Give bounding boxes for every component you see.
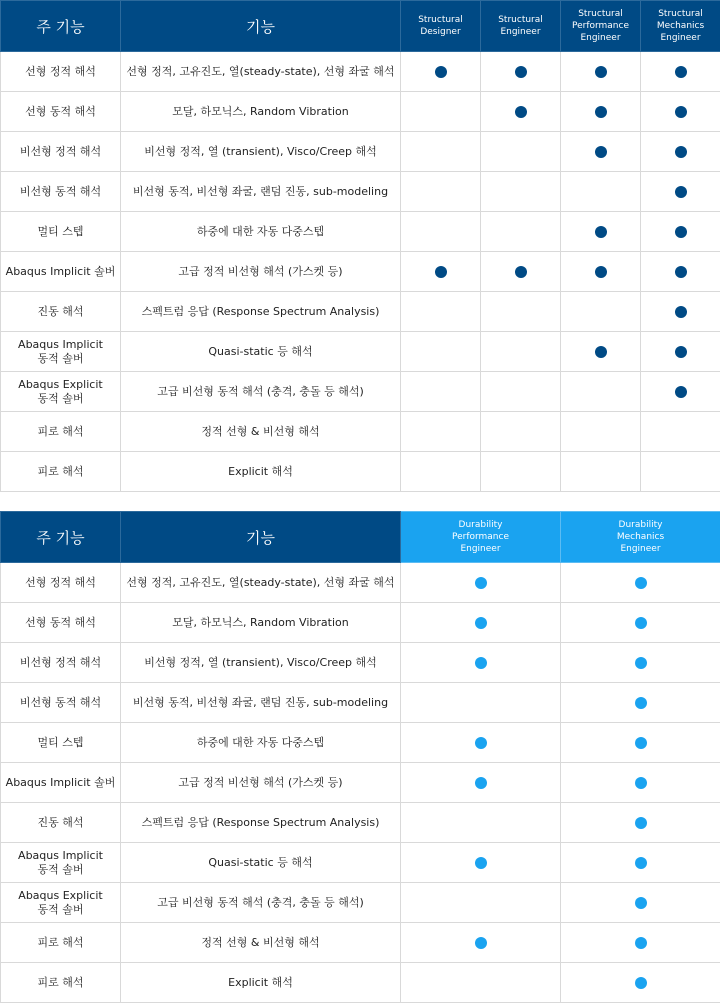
role-support-cell bbox=[481, 212, 561, 252]
main-function-cell: Abaqus Implicit 동적 솔버 bbox=[1, 332, 121, 372]
role-support-cell bbox=[401, 883, 561, 923]
main-function-cell: 진동 해석 bbox=[1, 292, 121, 332]
role-support-cell bbox=[641, 172, 720, 212]
main-function-cell: Abaqus Implicit 솔버 bbox=[1, 252, 121, 292]
table-row bbox=[1, 252, 720, 292]
header-role: Durability Mechanics Engineer bbox=[561, 512, 720, 563]
role-support-cell bbox=[641, 412, 720, 452]
role-support-cell bbox=[401, 563, 561, 603]
durability-roles-table bbox=[0, 511, 720, 1003]
role-support-cell bbox=[401, 412, 481, 452]
role-support-cell bbox=[641, 132, 720, 172]
role-support-cell bbox=[481, 332, 561, 372]
role-support-cell bbox=[561, 963, 720, 1003]
role-support-cell bbox=[401, 603, 561, 643]
role-support-cell bbox=[641, 212, 720, 252]
function-description-cell: Explicit 해석 bbox=[121, 963, 401, 1003]
support-dot-icon bbox=[475, 657, 487, 669]
support-dot-icon bbox=[515, 266, 527, 278]
structural-roles-table bbox=[0, 0, 720, 492]
header-role: Structural Performance Engineer bbox=[561, 1, 641, 52]
main-function-cell: 비선형 정적 해석 bbox=[1, 132, 121, 172]
function-description-cell: 비선형 동적, 비선형 좌굴, 랜덤 진동, sub-modeling bbox=[121, 172, 401, 212]
table-row bbox=[1, 963, 720, 1003]
support-dot-icon bbox=[595, 226, 607, 238]
role-support-cell bbox=[481, 412, 561, 452]
role-support-cell bbox=[401, 132, 481, 172]
header-role: Durability Performance Engineer bbox=[401, 512, 561, 563]
role-support-cell bbox=[561, 412, 641, 452]
support-dot-icon bbox=[635, 657, 647, 669]
role-support-cell bbox=[641, 452, 720, 492]
role-support-cell bbox=[481, 132, 561, 172]
support-dot-icon bbox=[635, 737, 647, 749]
main-function-cell: 비선형 동적 해석 bbox=[1, 172, 121, 212]
support-dot-icon bbox=[675, 226, 687, 238]
support-dot-icon bbox=[595, 266, 607, 278]
function-description-cell: 고급 정적 비선형 해석 (가스켓 등) bbox=[121, 763, 401, 803]
main-function-cell: Abaqus Explicit 동적 솔버 bbox=[1, 372, 121, 412]
table-row bbox=[1, 643, 720, 683]
role-support-cell bbox=[561, 212, 641, 252]
main-function-cell: Abaqus Explicit 동적 솔버 bbox=[1, 883, 121, 923]
role-support-cell bbox=[641, 332, 720, 372]
support-dot-icon bbox=[475, 577, 487, 589]
support-dot-icon bbox=[675, 266, 687, 278]
main-function-cell: 피로 해석 bbox=[1, 412, 121, 452]
header-function: 기능 bbox=[121, 512, 401, 563]
function-description-cell: 비선형 동적, 비선형 좌굴, 랜덤 진동, sub-modeling bbox=[121, 683, 401, 723]
role-support-cell bbox=[481, 172, 561, 212]
support-dot-icon bbox=[475, 777, 487, 789]
role-support-cell bbox=[401, 252, 481, 292]
role-support-cell bbox=[561, 603, 720, 643]
table-row bbox=[1, 212, 720, 252]
header-main-function: 주 기능 bbox=[1, 512, 121, 563]
table-row bbox=[1, 332, 720, 372]
role-support-cell bbox=[561, 563, 720, 603]
role-support-cell bbox=[401, 683, 561, 723]
role-support-cell bbox=[401, 292, 481, 332]
function-description-cell: 정적 선형 & 비선형 해석 bbox=[121, 923, 401, 963]
role-support-cell bbox=[401, 963, 561, 1003]
role-support-cell bbox=[481, 92, 561, 132]
main-function-cell: 비선형 동적 해석 bbox=[1, 683, 121, 723]
table-row bbox=[1, 803, 720, 843]
table-row bbox=[1, 132, 720, 172]
support-dot-icon bbox=[435, 66, 447, 78]
main-function-cell: 진동 해석 bbox=[1, 803, 121, 843]
function-description-cell: 모달, 하모닉스, Random Vibration bbox=[121, 92, 401, 132]
support-dot-icon bbox=[515, 106, 527, 118]
function-description-cell: 고급 정적 비선형 해석 (가스켓 등) bbox=[121, 252, 401, 292]
table-body bbox=[1, 563, 720, 1003]
function-description-cell: 비선형 정적, 열 (transient), Visco/Creep 해석 bbox=[121, 132, 401, 172]
header-function: 기능 bbox=[121, 1, 401, 52]
table-row bbox=[1, 452, 720, 492]
table-row bbox=[1, 883, 720, 923]
role-support-cell bbox=[561, 452, 641, 492]
support-dot-icon bbox=[635, 817, 647, 829]
role-support-cell bbox=[641, 52, 720, 92]
table-row bbox=[1, 292, 720, 332]
table-row bbox=[1, 763, 720, 803]
role-support-cell bbox=[561, 763, 720, 803]
support-dot-icon bbox=[635, 577, 647, 589]
main-function-cell: Abaqus Implicit 동적 솔버 bbox=[1, 843, 121, 883]
role-support-cell bbox=[401, 643, 561, 683]
function-description-cell: 선형 정적, 고유진도, 열(steady-state), 선형 좌굴 해석 bbox=[121, 52, 401, 92]
table-row bbox=[1, 723, 720, 763]
support-dot-icon bbox=[635, 777, 647, 789]
main-function-cell: 멀티 스텝 bbox=[1, 723, 121, 763]
table-header bbox=[1, 512, 720, 563]
role-support-cell bbox=[641, 252, 720, 292]
role-support-cell bbox=[481, 292, 561, 332]
main-function-cell: 비선형 정적 해석 bbox=[1, 643, 121, 683]
role-support-cell bbox=[561, 372, 641, 412]
function-description-cell: 모달, 하모닉스, Random Vibration bbox=[121, 603, 401, 643]
support-dot-icon bbox=[595, 146, 607, 158]
role-support-cell bbox=[561, 643, 720, 683]
main-function-cell: 멀티 스텝 bbox=[1, 212, 121, 252]
function-description-cell: 하중에 대한 자동 다중스텝 bbox=[121, 723, 401, 763]
role-support-cell bbox=[401, 723, 561, 763]
role-support-cell bbox=[401, 372, 481, 412]
table-body bbox=[1, 52, 720, 492]
function-description-cell: Quasi-static 등 해석 bbox=[121, 843, 401, 883]
table-row bbox=[1, 372, 720, 412]
table-header bbox=[1, 1, 720, 52]
table-row bbox=[1, 843, 720, 883]
role-support-cell bbox=[561, 332, 641, 372]
main-function-cell: 피로 해석 bbox=[1, 923, 121, 963]
function-description-cell: 하중에 대한 자동 다중스텝 bbox=[121, 212, 401, 252]
support-dot-icon bbox=[675, 346, 687, 358]
role-support-cell bbox=[401, 52, 481, 92]
function-description-cell: 스펙트럼 응답 (Response Spectrum Analysis) bbox=[121, 803, 401, 843]
support-dot-icon bbox=[435, 266, 447, 278]
function-description-cell: 선형 정적, 고유진도, 열(steady-state), 선형 좌굴 해석 bbox=[121, 563, 401, 603]
role-support-cell bbox=[641, 372, 720, 412]
support-dot-icon bbox=[475, 937, 487, 949]
role-support-cell bbox=[401, 172, 481, 212]
main-function-cell: 선형 동적 해석 bbox=[1, 603, 121, 643]
role-support-cell bbox=[401, 803, 561, 843]
function-description-cell: 고급 비선형 동적 해석 (충격, 충돌 등 해석) bbox=[121, 883, 401, 923]
main-function-cell: 피로 해석 bbox=[1, 452, 121, 492]
role-support-cell bbox=[561, 172, 641, 212]
support-dot-icon bbox=[675, 186, 687, 198]
support-dot-icon bbox=[635, 857, 647, 869]
table-row bbox=[1, 412, 720, 452]
support-dot-icon bbox=[515, 66, 527, 78]
table-row bbox=[1, 923, 720, 963]
role-support-cell bbox=[481, 452, 561, 492]
role-support-cell bbox=[401, 923, 561, 963]
role-support-cell bbox=[561, 292, 641, 332]
support-dot-icon bbox=[635, 937, 647, 949]
header-role: Structural Mechanics Engineer bbox=[641, 1, 720, 52]
header-role: Structural Engineer bbox=[481, 1, 561, 52]
support-dot-icon bbox=[635, 617, 647, 629]
table-row bbox=[1, 92, 720, 132]
table-row bbox=[1, 52, 720, 92]
support-dot-icon bbox=[475, 617, 487, 629]
support-dot-icon bbox=[635, 977, 647, 989]
role-support-cell bbox=[401, 92, 481, 132]
support-dot-icon bbox=[675, 146, 687, 158]
function-description-cell: 고급 비선형 동적 해석 (충격, 충돌 등 해석) bbox=[121, 372, 401, 412]
role-support-cell bbox=[561, 683, 720, 723]
role-support-cell bbox=[561, 843, 720, 883]
function-description-cell: 스펙트럼 응답 (Response Spectrum Analysis) bbox=[121, 292, 401, 332]
table-row bbox=[1, 172, 720, 212]
main-function-cell: Abaqus Implicit 솔버 bbox=[1, 763, 121, 803]
support-dot-icon bbox=[475, 857, 487, 869]
support-dot-icon bbox=[635, 897, 647, 909]
main-function-cell: 선형 동적 해석 bbox=[1, 92, 121, 132]
function-description-cell: 비선형 정적, 열 (transient), Visco/Creep 해석 bbox=[121, 643, 401, 683]
table-row bbox=[1, 603, 720, 643]
role-support-cell bbox=[641, 292, 720, 332]
support-dot-icon bbox=[595, 106, 607, 118]
function-description-cell: Quasi-static 등 해석 bbox=[121, 332, 401, 372]
main-function-cell: 선형 정적 해석 bbox=[1, 563, 121, 603]
header-role: Structural Designer bbox=[401, 1, 481, 52]
support-dot-icon bbox=[675, 386, 687, 398]
role-support-cell bbox=[561, 132, 641, 172]
header-main-function: 주 기능 bbox=[1, 1, 121, 52]
support-dot-icon bbox=[595, 346, 607, 358]
role-support-cell bbox=[401, 332, 481, 372]
role-support-cell bbox=[481, 252, 561, 292]
table-row bbox=[1, 563, 720, 603]
function-description-cell: 정적 선형 & 비선형 해석 bbox=[121, 412, 401, 452]
support-dot-icon bbox=[475, 737, 487, 749]
support-dot-icon bbox=[635, 697, 647, 709]
role-support-cell bbox=[561, 923, 720, 963]
role-support-cell bbox=[401, 843, 561, 883]
role-support-cell bbox=[561, 883, 720, 923]
main-function-cell: 선형 정적 해석 bbox=[1, 52, 121, 92]
role-support-cell bbox=[401, 452, 481, 492]
role-support-cell bbox=[401, 763, 561, 803]
support-dot-icon bbox=[675, 306, 687, 318]
role-support-cell bbox=[561, 723, 720, 763]
support-dot-icon bbox=[675, 106, 687, 118]
role-support-cell bbox=[481, 372, 561, 412]
role-support-cell bbox=[641, 92, 720, 132]
role-support-cell bbox=[561, 52, 641, 92]
support-dot-icon bbox=[675, 66, 687, 78]
support-dot-icon bbox=[595, 66, 607, 78]
role-support-cell bbox=[561, 92, 641, 132]
role-support-cell bbox=[401, 212, 481, 252]
function-description-cell: Explicit 해석 bbox=[121, 452, 401, 492]
role-support-cell bbox=[561, 803, 720, 843]
main-function-cell: 피로 해석 bbox=[1, 963, 121, 1003]
table-row bbox=[1, 683, 720, 723]
role-support-cell bbox=[481, 52, 561, 92]
role-support-cell bbox=[561, 252, 641, 292]
